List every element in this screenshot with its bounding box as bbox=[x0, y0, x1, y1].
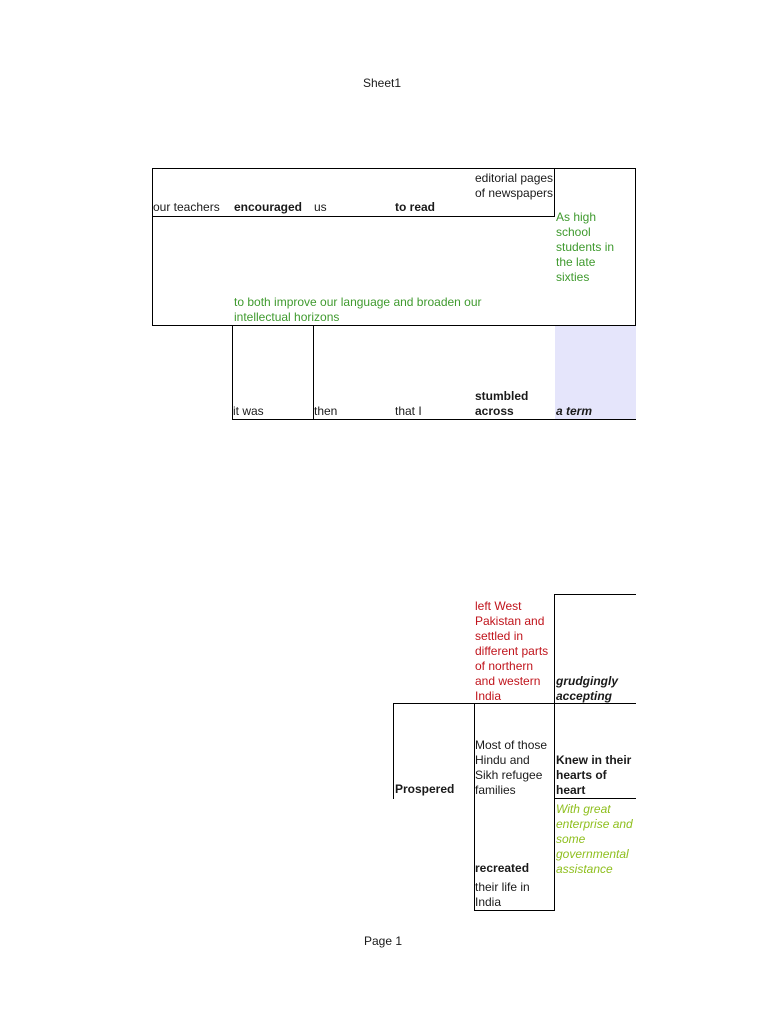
block1-border-top bbox=[152, 168, 636, 169]
cell-as-high-school: As high school students in the late sixties bbox=[556, 210, 615, 284]
block3-border-divider-lower bbox=[554, 703, 555, 911]
cell-editorial-pages: editorial pages of newspapers bbox=[475, 171, 554, 200]
cell-their-life: their life in India bbox=[475, 880, 530, 909]
block1-border-right bbox=[635, 168, 636, 326]
cell-left-west-pakistan: left West Pakistan and settled in different parts of northern and western India bbox=[475, 599, 549, 703]
block3-border-left bbox=[393, 703, 394, 799]
cell-grudgingly-accepting: grudgingly accepting bbox=[556, 674, 618, 703]
cell-prospered: Prospered bbox=[395, 782, 455, 796]
cell-a-term: a term bbox=[556, 404, 593, 418]
cell-us: us bbox=[314, 200, 327, 214]
cell-encouraged: encouraged bbox=[234, 200, 303, 214]
cell-knew-in-their-hearts: Knew in their hearts of heart bbox=[556, 753, 632, 797]
block3-border-knew bbox=[555, 798, 636, 799]
cell-to-read: to read bbox=[395, 200, 436, 214]
block1-border-mid bbox=[152, 216, 555, 217]
page-label: Page 1 bbox=[364, 934, 403, 948]
cell-to-both-improve: to both improve our language and broaden our intellectual horizons bbox=[234, 295, 482, 324]
sheet-title: Sheet1 bbox=[363, 76, 402, 90]
cell-recreated: recreated bbox=[475, 861, 530, 875]
cell-our-teachers: our teachers bbox=[153, 200, 220, 214]
cell-it-was: it was bbox=[233, 404, 264, 418]
cell-that-i: that I bbox=[395, 404, 422, 418]
cell-most-of-those: Most of those Hindu and Sikh refugee families bbox=[475, 738, 548, 797]
block3-border-bottom bbox=[474, 910, 555, 911]
cell-with-great-enterprise: With great enterprise and some governmental assistance bbox=[556, 802, 633, 876]
block2-border-bottom bbox=[232, 419, 636, 420]
cell-then: then bbox=[314, 404, 338, 418]
block3-border-top-right bbox=[555, 594, 636, 595]
block1-border-left bbox=[152, 168, 153, 326]
cell-stumbled-across: stumbled across bbox=[475, 389, 529, 418]
